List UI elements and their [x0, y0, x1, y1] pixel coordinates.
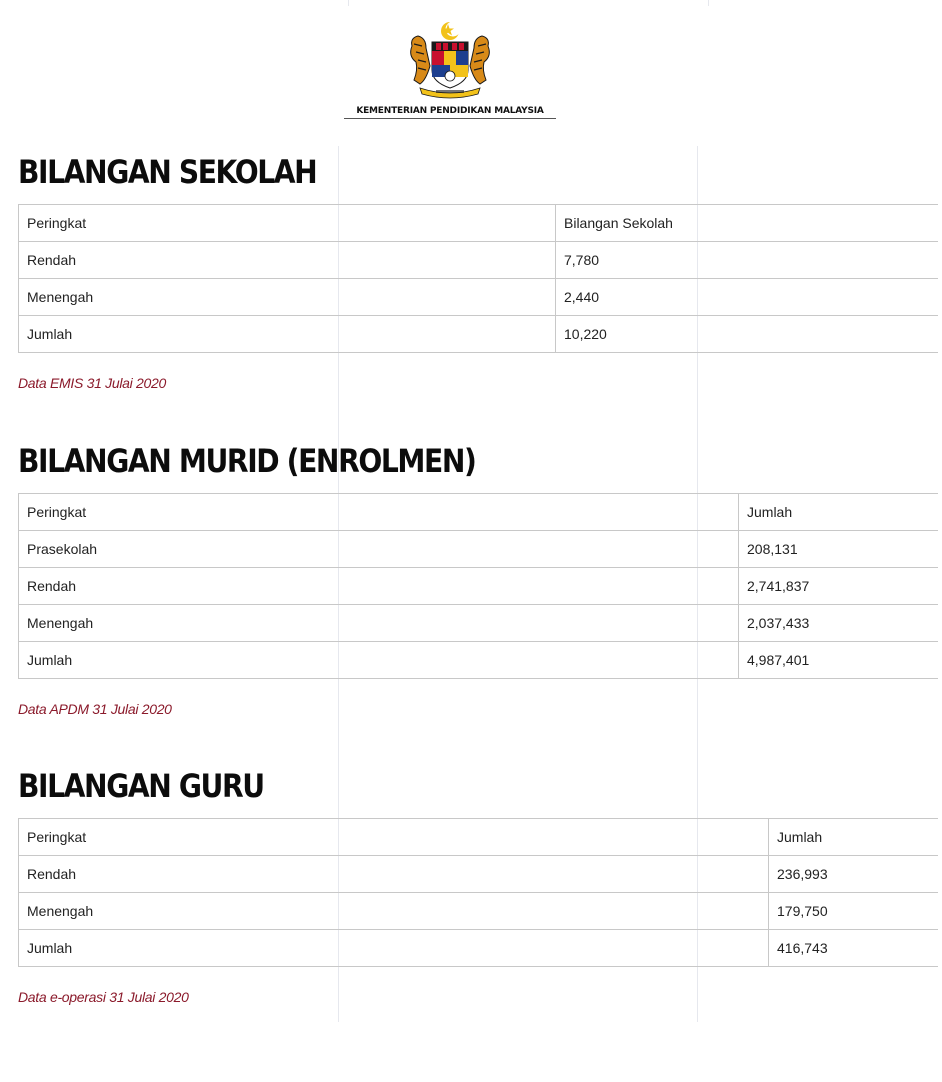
section-school-count — [18, 152, 938, 391]
table-cell: Menengah — [19, 279, 556, 316]
column-header: Peringkat — [19, 819, 769, 856]
table-row — [19, 930, 939, 967]
table-cell: 2,037,433 — [739, 605, 939, 642]
table-cell: Jumlah — [19, 316, 556, 353]
table-cell: 7,780 — [556, 242, 939, 279]
table-cell: 2,440 — [556, 279, 939, 316]
table-header-row — [19, 494, 939, 531]
section-title: BILANGAN MURID (ENROLMEN) — [18, 442, 476, 480]
column-header: Jumlah — [769, 819, 939, 856]
student-enrolment-table — [18, 493, 938, 679]
section-student-enrolment — [18, 441, 938, 717]
table-cell: 10,220 — [556, 316, 939, 353]
table-cell: 236,993 — [769, 856, 939, 893]
table-cell: Menengah — [19, 893, 769, 930]
table-row — [19, 893, 939, 930]
table-cell: 179,750 — [769, 893, 939, 930]
guide-line — [708, 0, 709, 6]
table-cell: Rendah — [19, 568, 739, 605]
table-cell: Jumlah — [19, 930, 769, 967]
column-header: Jumlah — [739, 494, 939, 531]
page-header — [0, 20, 900, 119]
table-row — [19, 316, 939, 353]
column-header: Peringkat — [19, 494, 739, 531]
teacher-count-table — [18, 818, 938, 967]
guide-line — [348, 0, 349, 6]
data-source-note: Data e-operasi 31 Julai 2020 — [18, 989, 189, 1005]
table-header-row — [19, 819, 939, 856]
data-source-note: Data EMIS 31 Julai 2020 — [18, 375, 166, 391]
table-cell: Rendah — [19, 856, 769, 893]
table-cell: Rendah — [19, 242, 556, 279]
school-count-table — [18, 204, 938, 353]
section-title: BILANGAN SEKOLAH — [18, 153, 317, 191]
data-source-note: Data APDM 31 Julai 2020 — [18, 701, 172, 717]
table-cell: 208,131 — [739, 531, 939, 568]
table-row — [19, 605, 939, 642]
table-row — [19, 531, 939, 568]
table-cell: Jumlah — [19, 642, 739, 679]
ministry-name: KEMENTERIAN PENDIDIKAN MALAYSIA — [344, 106, 555, 119]
table-cell: 2,741,837 — [739, 568, 939, 605]
section-title: BILANGAN GURU — [18, 767, 264, 805]
table-row — [19, 642, 939, 679]
column-header: Peringkat — [19, 205, 556, 242]
coat-of-arms-emblem — [402, 20, 498, 100]
table-row — [19, 242, 939, 279]
table-row — [19, 279, 939, 316]
table-cell: Menengah — [19, 605, 739, 642]
column-header: Bilangan Sekolah — [556, 205, 939, 242]
table-cell: 4,987,401 — [739, 642, 939, 679]
table-header-row — [19, 205, 939, 242]
table-cell: Prasekolah — [19, 531, 739, 568]
table-row — [19, 568, 939, 605]
section-teacher-count — [18, 766, 938, 1005]
table-cell: 416,743 — [769, 930, 939, 967]
table-row — [19, 856, 939, 893]
